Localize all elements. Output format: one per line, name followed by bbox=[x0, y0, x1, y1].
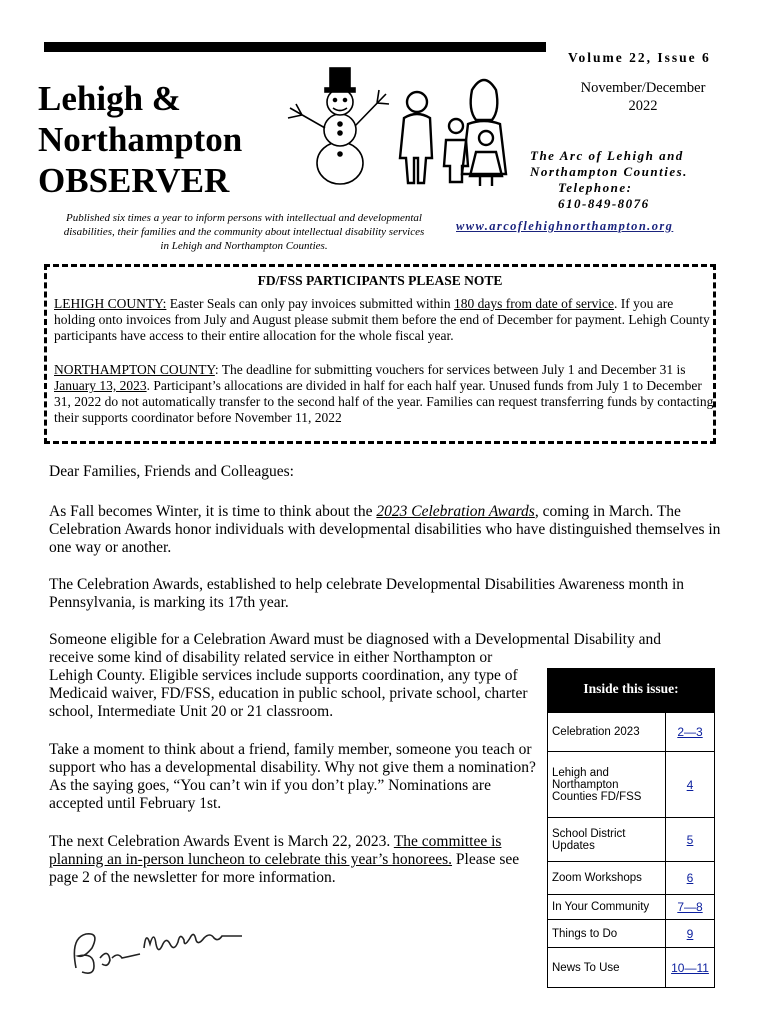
northampton-deadline: January 13, 2023 bbox=[54, 378, 147, 393]
p5-text-b: Please see page 2 of the newsletter for more information. bbox=[49, 851, 520, 886]
luncheon-note: The committee is planning an in-person luncheon to celebrate this year’s honorees. bbox=[49, 833, 502, 868]
toc-page-link[interactable]: 6 bbox=[666, 862, 715, 895]
masthead-line-3: OBSERVER bbox=[38, 161, 230, 200]
toc-row bbox=[548, 713, 715, 752]
toc-row bbox=[548, 948, 715, 988]
toc-label: Lehigh and Northampton Counties FD/FSS bbox=[548, 752, 666, 818]
lehigh-text-2: . If you are holding onto invoices from July and August please submit them before the end of December for payment. Lehigh County participants have access to their entire allocation for the whole fiscal year. bbox=[54, 296, 710, 343]
toc-page-link[interactable]: 2—3 bbox=[666, 713, 715, 752]
issue-date-year: 2022 bbox=[628, 98, 658, 114]
contact-org-line-1: The Arc of Lehigh and bbox=[530, 148, 684, 163]
toc-label: Things to Do bbox=[548, 920, 666, 948]
masthead-tagline: Published six times a year to inform persons with intellectual and developmental disabilities, their families and the community about intellectual disability services in Lehigh and Northampton Counties. bbox=[63, 212, 425, 252]
toc-page-link[interactable]: 5 bbox=[666, 818, 715, 862]
northampton-county-label: NORTHAMPTON COUNTY bbox=[54, 362, 215, 377]
notice-lehigh-paragraph bbox=[54, 296, 714, 344]
p5-text-a: The next Celebration Awards Event is March 22, 2023. bbox=[49, 833, 394, 850]
p1-text-b: , coming in March. The Celebration Awards honor individuals with developmental disabilities who have distinguished themselves in one way or another. bbox=[49, 503, 721, 556]
notice-northampton-paragraph bbox=[54, 362, 714, 426]
masthead-line-2: Northampton bbox=[38, 120, 243, 159]
toc-label: School District Updates bbox=[548, 818, 666, 862]
participants-notice bbox=[44, 264, 716, 444]
toc-row bbox=[548, 818, 715, 862]
inside-this-issue bbox=[547, 668, 715, 988]
volume-issue: Volume 22, Issue 6 bbox=[568, 50, 711, 65]
inside-heading: Inside this issue: bbox=[547, 668, 715, 712]
contact-info bbox=[530, 148, 740, 212]
letter-paragraph-2: The Celebration Awards, established to help celebrate Developmental Disabilities Awareness month in Pennsylvania, is marking its 17th year. bbox=[49, 576, 685, 611]
toc-row bbox=[548, 920, 715, 948]
toc-label: Zoom Workshops bbox=[548, 862, 666, 895]
header-rule bbox=[44, 42, 546, 52]
toc-table bbox=[547, 712, 715, 988]
toc-page-link[interactable]: 4 bbox=[666, 752, 715, 818]
letter-paragraph-4: Take a moment to think about a friend, family member, someone you teach or support who has a developmental disability. Why not give them a nomination? As the saying goes, “You can’t win if you don’t play.” Nominations are accepted until February 1st. bbox=[49, 741, 536, 812]
masthead-line-1: Lehigh & bbox=[38, 79, 181, 118]
snowman-icon bbox=[288, 68, 389, 184]
toc-page-link[interactable]: 10—11 bbox=[666, 948, 715, 988]
masthead-title bbox=[38, 78, 242, 201]
lehigh-180-days: 180 days from date of service bbox=[453, 296, 615, 311]
notice-title: FD/FSS PARTICIPANTS PLEASE NOTE bbox=[257, 273, 503, 288]
northampton-text-1: : The deadline for submitting vouchers for services between July 1 and December 31 is bbox=[214, 362, 686, 377]
letter-paragraph-1 bbox=[49, 503, 721, 557]
northampton-text-2: . Participant’s allocations are divided in half for each half year. Unused funds from July 1 to December 31, 2022 do not automatically transfer to the second half of the year. Families can request transferring funds by contacting their supports coordinator before November 11, 2022 bbox=[54, 378, 714, 425]
signature-icon bbox=[66, 918, 246, 984]
contact-org-line-2: Northampton Counties. bbox=[530, 164, 688, 179]
letter-paragraph-3: receive some kind of disability related service in either Northampton or Lehigh County. Eligible services include supports coordination, any type of Medicaid waiver, FD/FSS, education in public school, private school, charter school, Intermediate Unit 20 or 21 classroom. bbox=[49, 649, 528, 720]
family-icon bbox=[400, 80, 506, 186]
letter-paragraph-5 bbox=[49, 833, 539, 887]
contact-telephone-label: Telephone: bbox=[558, 180, 633, 195]
toc-label: News To Use bbox=[548, 948, 666, 988]
lehigh-county-label: LEHIGH COUNTY: bbox=[54, 296, 167, 311]
toc-row bbox=[548, 895, 715, 920]
toc-row bbox=[548, 862, 715, 895]
letter-greeting: Dear Families, Friends and Colleagues: bbox=[49, 463, 294, 480]
snowman-family-illustration bbox=[282, 60, 522, 190]
toc-label: In Your Community bbox=[548, 895, 666, 920]
toc-page-link[interactable]: 9 bbox=[666, 920, 715, 948]
toc-label: Celebration 2023 bbox=[548, 713, 666, 752]
celebration-awards-link: 2023 Celebration Awards bbox=[376, 503, 535, 520]
p1-text-a: As Fall becomes Winter, it is time to think about the bbox=[49, 503, 377, 520]
issue-date bbox=[548, 79, 738, 115]
toc-page-link[interactable]: 7—8 bbox=[666, 895, 715, 920]
issue-date-month: November/December bbox=[580, 80, 706, 96]
website-link[interactable]: www.arcoflehighnorthampton.org bbox=[456, 219, 674, 233]
lehigh-text-1: Easter Seals can only pay invoices submitted within bbox=[166, 296, 454, 311]
toc-row bbox=[548, 752, 715, 818]
letter-paragraph-3-line-1: Someone eligible for a Celebration Award must be diagnosed with a Developmental Disability and bbox=[49, 631, 661, 648]
contact-phone: 610-849-8076 bbox=[558, 196, 650, 211]
